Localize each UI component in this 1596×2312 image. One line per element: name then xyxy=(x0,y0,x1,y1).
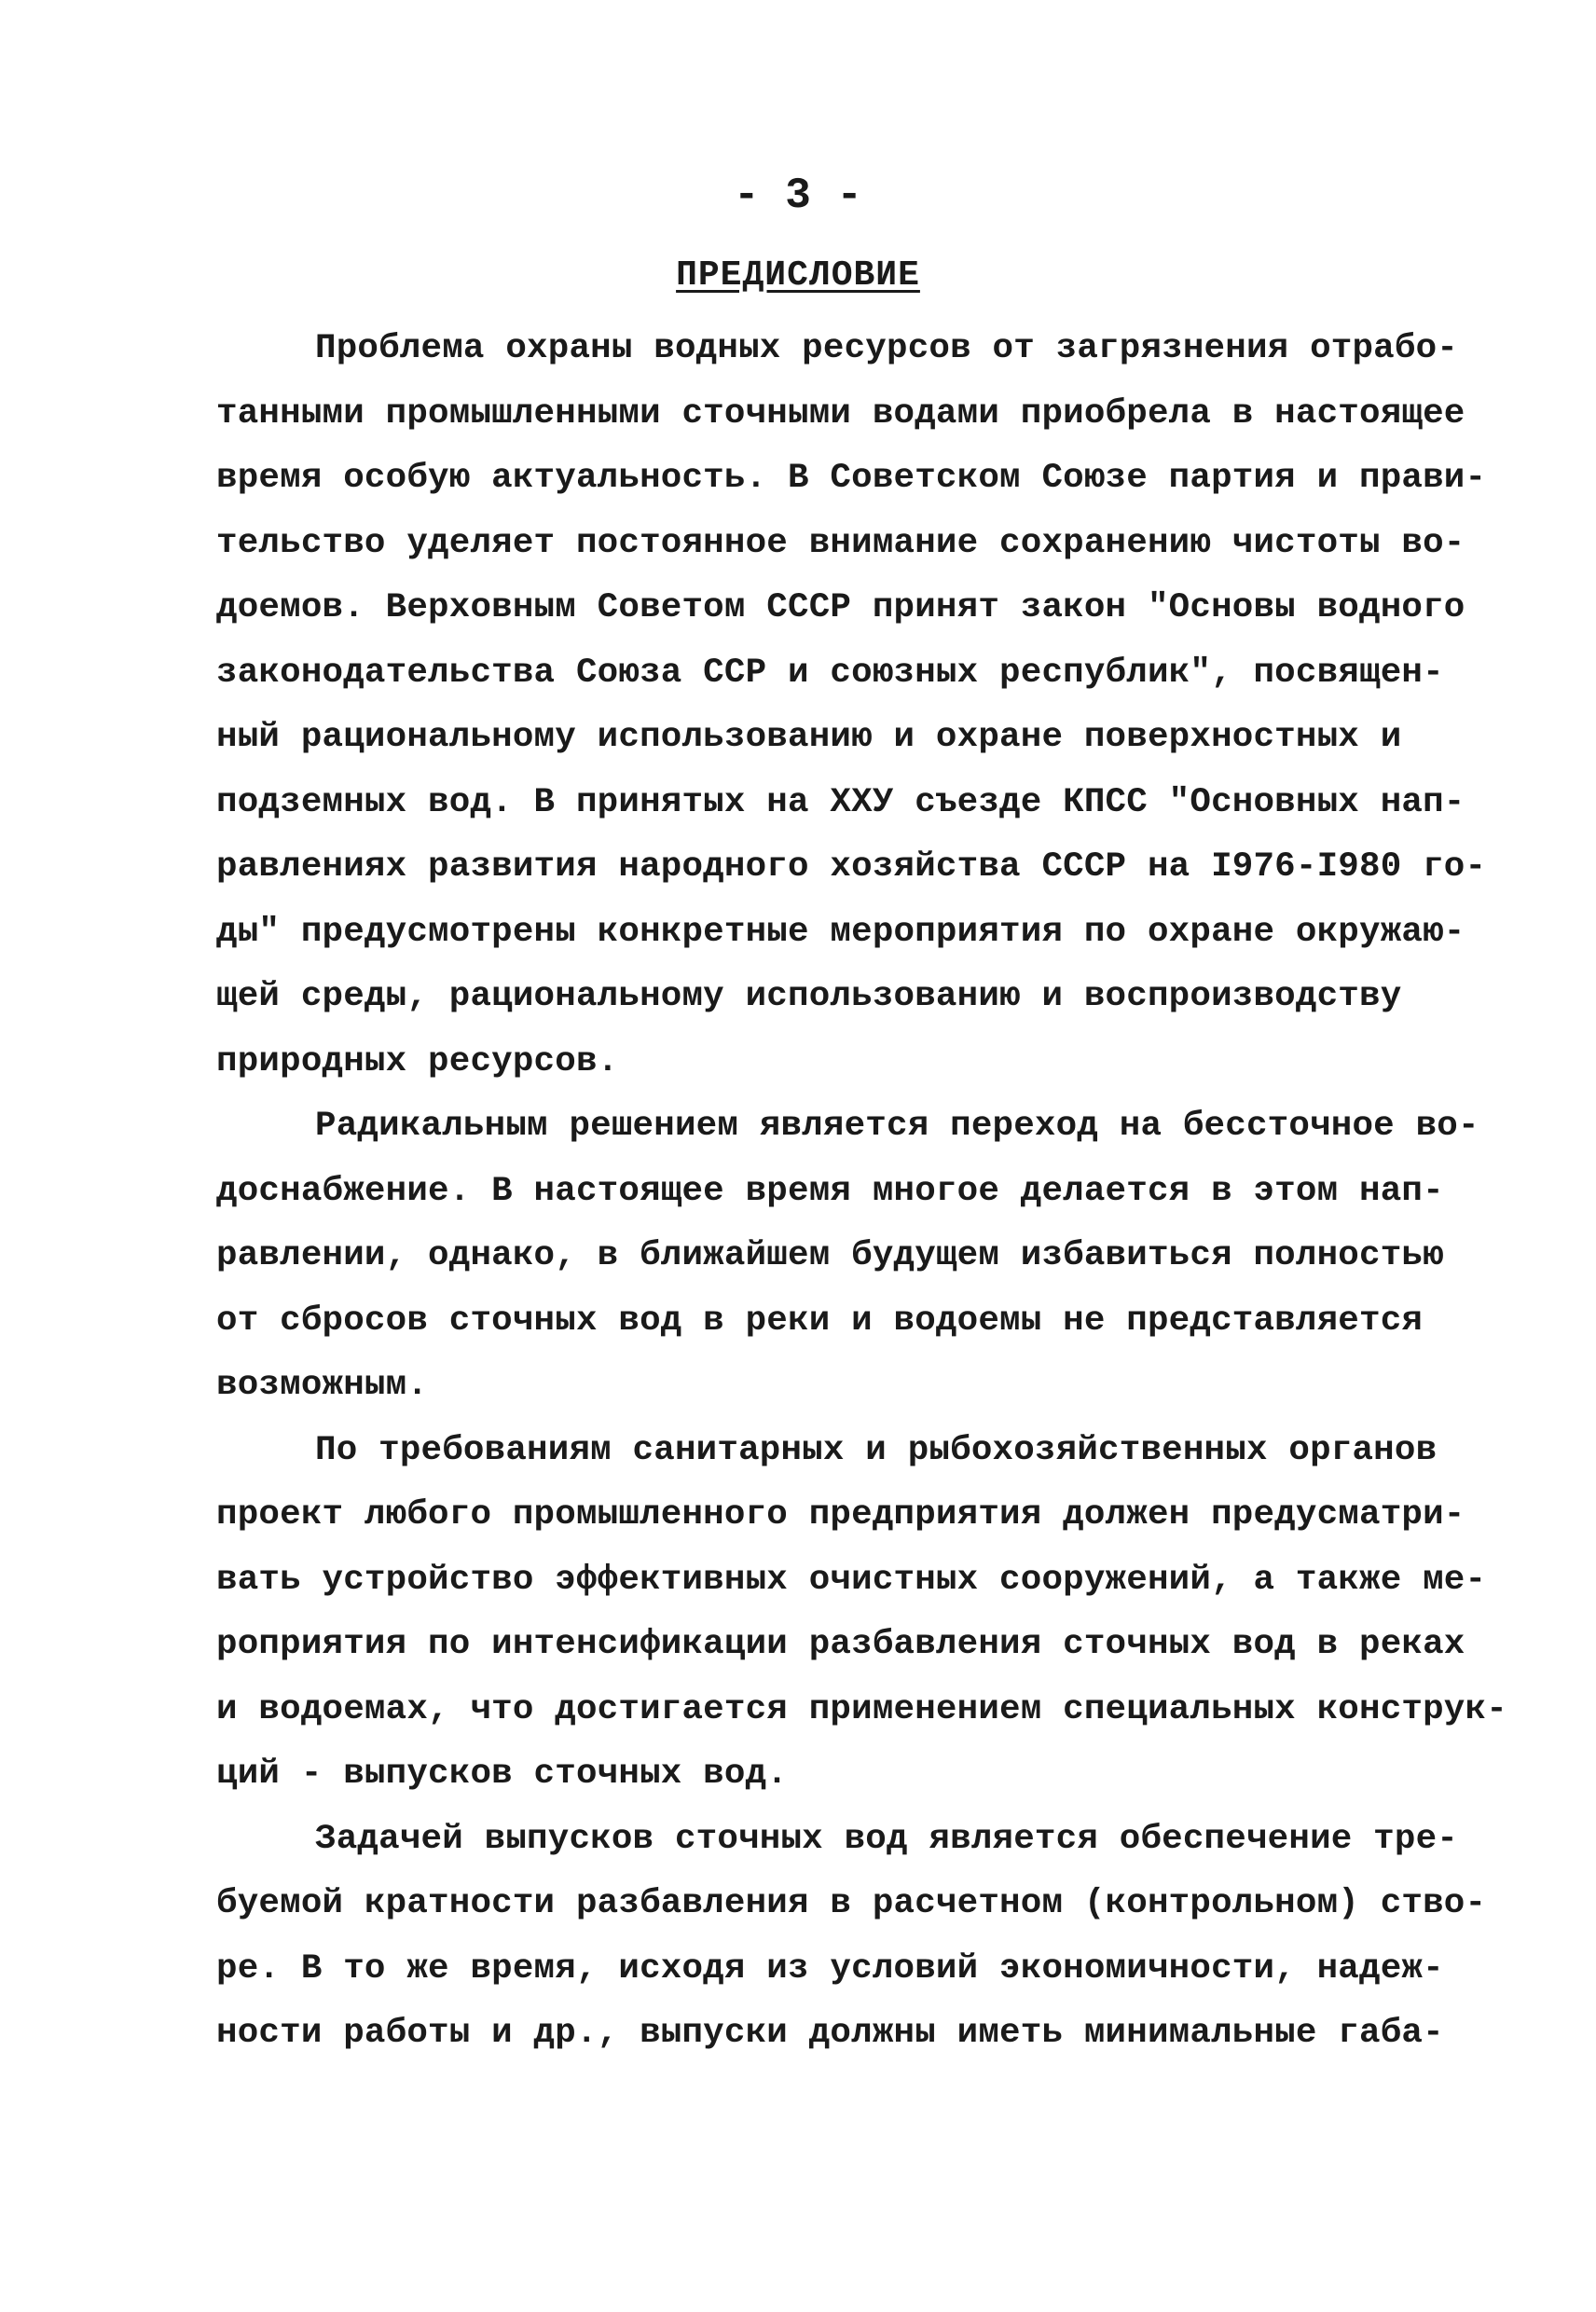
text-line: танными промышленными сточными водами приобрела в настоящее xyxy=(216,393,1465,434)
text-line: буемой кратности разбавления в расчетном (контрольном) ство- xyxy=(216,1884,1487,1923)
text-line: щей среды, рациональному использованию и воспроизводству xyxy=(216,977,1402,1016)
body-text xyxy=(216,317,1507,2067)
text-line: роприятия по интенсификации разбавления сточных вод в реках xyxy=(216,1625,1465,1664)
text-line: По требованиям санитарных и рыбохозяйственных органов xyxy=(315,1430,1438,1470)
text-line: Радикальным решением является переход на бессточное во- xyxy=(315,1107,1479,1146)
text-line: ности работы и др., выпуски должны иметь минимальные габа- xyxy=(216,2014,1444,2053)
text-line: ре. В то же время, исходя из условий экономичности, надеж- xyxy=(216,1948,1444,1989)
text-line: вать устройство эффективных очистных сооружений, а также ме- xyxy=(216,1560,1487,1600)
text-line: доснабжение. В настоящее время многое делается в этом нап- xyxy=(216,1171,1444,1211)
text-line: проект любого промышленного предприятия должен предусматри- xyxy=(216,1495,1465,1534)
text-line: Задачей выпусков сточных вод является обеспечение тре- xyxy=(315,1819,1458,1859)
text-line: равлении, однако, в ближайшем будущем избавиться полностью xyxy=(216,1236,1444,1275)
text-line: природных ресурсов. xyxy=(216,1041,619,1081)
text-line: ций - выпусков сточных вод. xyxy=(216,1755,788,1794)
section-heading: ПРЕДИСЛОВИЕ xyxy=(676,255,920,296)
text-line: время особую актуальность. В Советском Союзе партия и прави- xyxy=(216,459,1487,498)
text-line: законодательства Союза ССР и союзных республик", посвящен- xyxy=(216,653,1444,693)
text-line: и водоемах, что достигается применением специальных конструк- xyxy=(216,1689,1507,1729)
text-line: Проблема охраны водных ресурсов от загрязнения отрабо- xyxy=(315,329,1458,368)
text-line: от сбросов сточных вод в реки и водоемы не представляется xyxy=(216,1300,1424,1341)
text-line: возможным. xyxy=(216,1366,429,1405)
page-number: - 3 - xyxy=(733,172,863,220)
text-line: тельство уделяет постоянное внимание сохранению чистоты во- xyxy=(216,523,1465,563)
text-line: ный рациональному использованию и охране поверхностных и xyxy=(216,718,1402,757)
text-line: равлениях развития народного хозяйства СССР на I976-I980 го- xyxy=(216,847,1487,887)
text-line: доемов. Верховным Советом СССР принят закон "Основы водного xyxy=(216,588,1465,627)
text-line: ды" предусмотрены конкретные мероприятия по охране окружаю- xyxy=(216,912,1465,952)
text-line: подземных вод. В принятых на ХХУ съезде КПСС "Основных нап- xyxy=(216,782,1465,822)
